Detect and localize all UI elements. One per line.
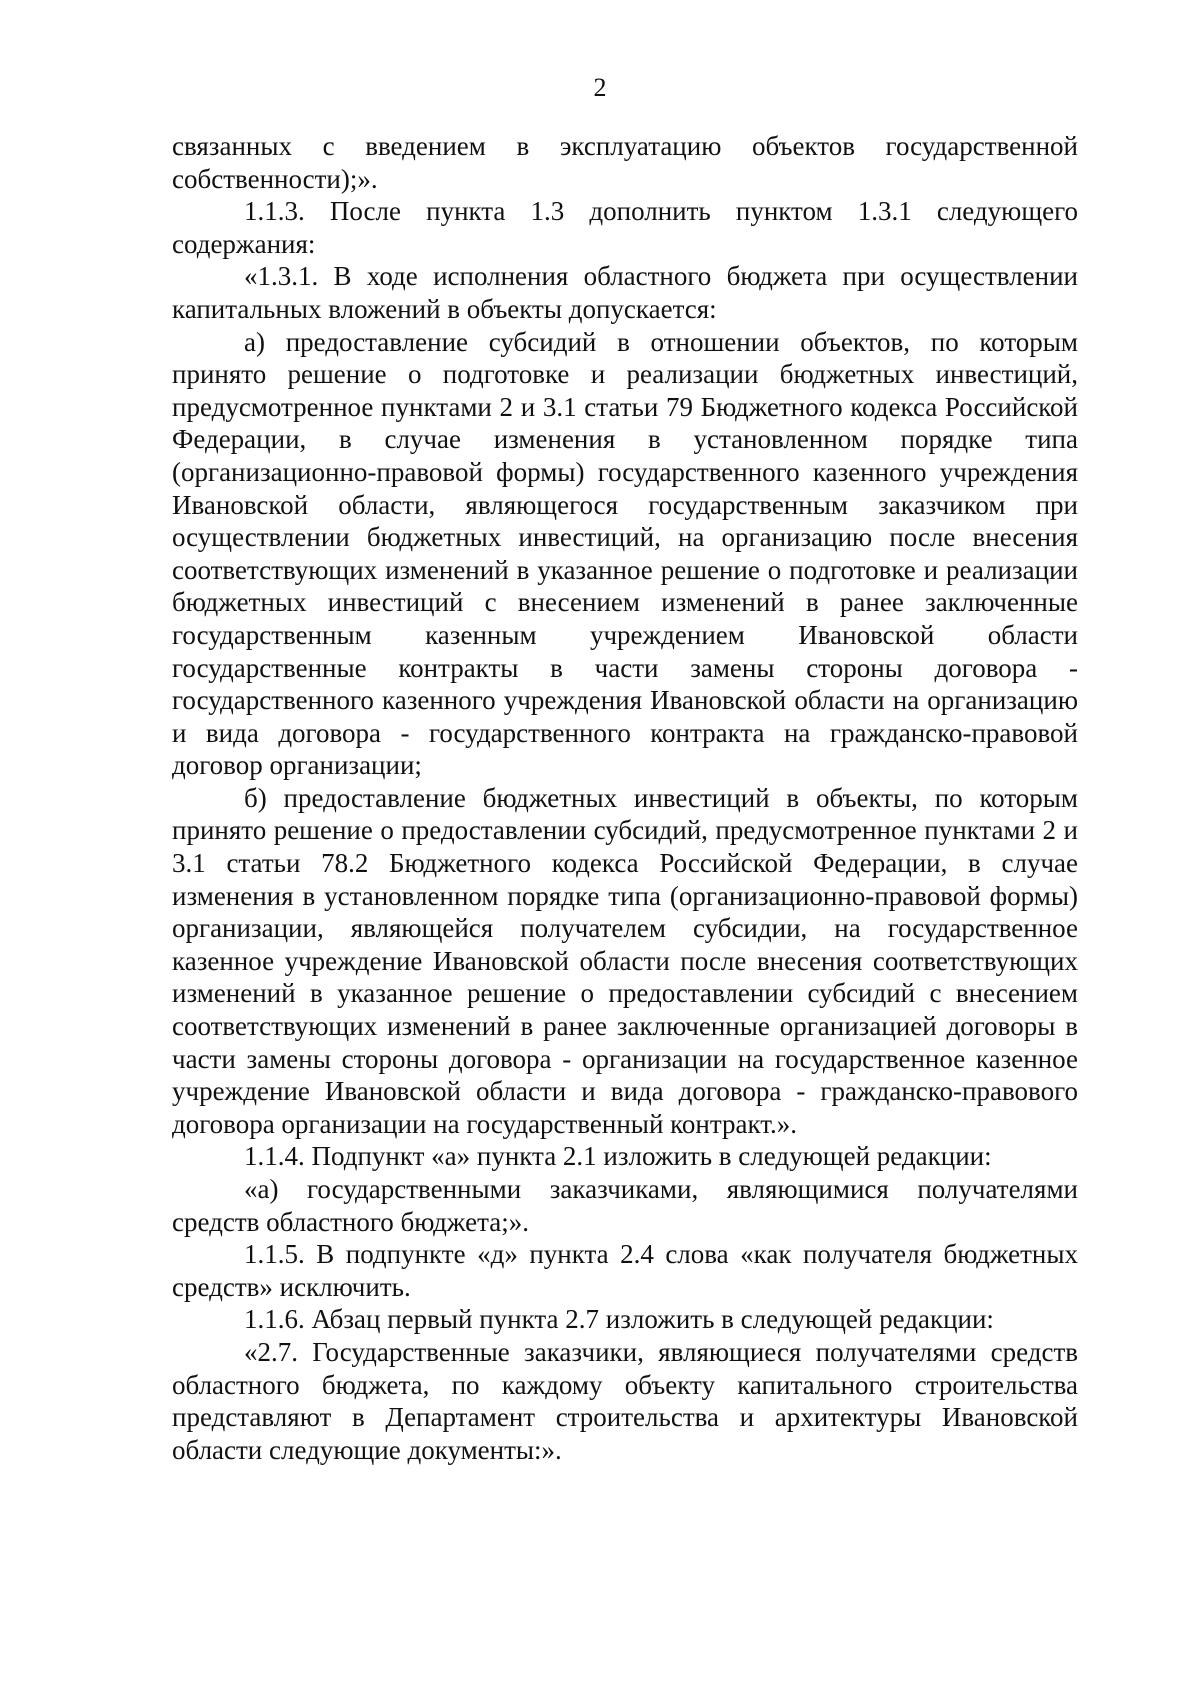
paragraph-1-1-5: 1.1.5. В подпункте «д» пункта 2.4 слова «как получателя бюджетных средств» исключить. [172, 1239, 1078, 1302]
paragraph-2-7: «2.7. Государственные заказчики, являющиеся получателями средств областного бюджета, по каждому объекту капитального строительства представляют в Департамент строительства и архитектуры Ивановской области следующие документы:». [172, 1336, 1078, 1465]
document-body [172, 130, 1078, 1466]
paragraph-continuation: связанных с введением в эксплуатацию объектов государственной собственности);». [172, 131, 1078, 194]
paragraph-1-1-3: 1.1.3. После пункта 1.3 дополнить пунктом 1.3.1 следующего содержания: [172, 196, 1078, 259]
paragraph-2-1-a: «а) государственными заказчиками, являющимися получателями средств областного бюджета;». [172, 1174, 1078, 1237]
paragraph-1-3-1: «1.3.1. В ходе исполнения областного бюджета при осуществлении капитальных вложений в объекты допускается: [172, 261, 1078, 324]
page-number: 2 [593, 73, 607, 102]
paragraph-item-a: а) предоставление субсидий в отношении объектов, по которым принято решение о подготовке и реализации бюджетных инвестиций, предусмотренное пунктами 2 и 3.1 статьи 79 Бюджетного кодекса Российской Федерации, в случае изменения в установленном порядке типа (организационно-правовой формы) государственного казенного учреждения Ивановской области, являющегося государственным заказчиком при осуществлении бюджетных инвестиций, на организацию после внесения соответствующих изменений в указанное решение о подготовке и реализации бюджетных инвестиций с внесением изменений в ранее заключенные государственным казенным учреждением Ивановской области государственные контракты в части замены стороны договора - государственного казенного учреждения Ивановской области на организацию и вида договора - государственного контракта на гражданско-правовой договор организации; [172, 326, 1078, 781]
paragraph-1-1-6: 1.1.6. Абзац первый пункта 2.7 изложить в следующей редакции: [244, 1304, 994, 1335]
paragraph-item-b: б) предоставление бюджетных инвестиций в объекты, по которым принято решение о предоставлении субсидий, предусмотренное пунктами 2 и 3.1 статьи 78.2 Бюджетного кодекса Российской Федерации, в случае изменения в установленном порядке типа (организационно-правовой формы) организации, являющейся получателем субсидии, на государственное казенное учреждение Ивановской области после внесения соответствующих изменений в указанное решение о предоставлении субсидий с внесением соответствующих изменений в ранее заключенные организацией договоры в части замены стороны договора - организации на государственное казенное учреждение Ивановской области и вида договора - гражданско-правового договора организации на государственный контракт.». [172, 782, 1078, 1139]
paragraph-1-1-4: 1.1.4. Подпункт «а» пункта 2.1 изложить в следующей редакции: [244, 1141, 992, 1172]
